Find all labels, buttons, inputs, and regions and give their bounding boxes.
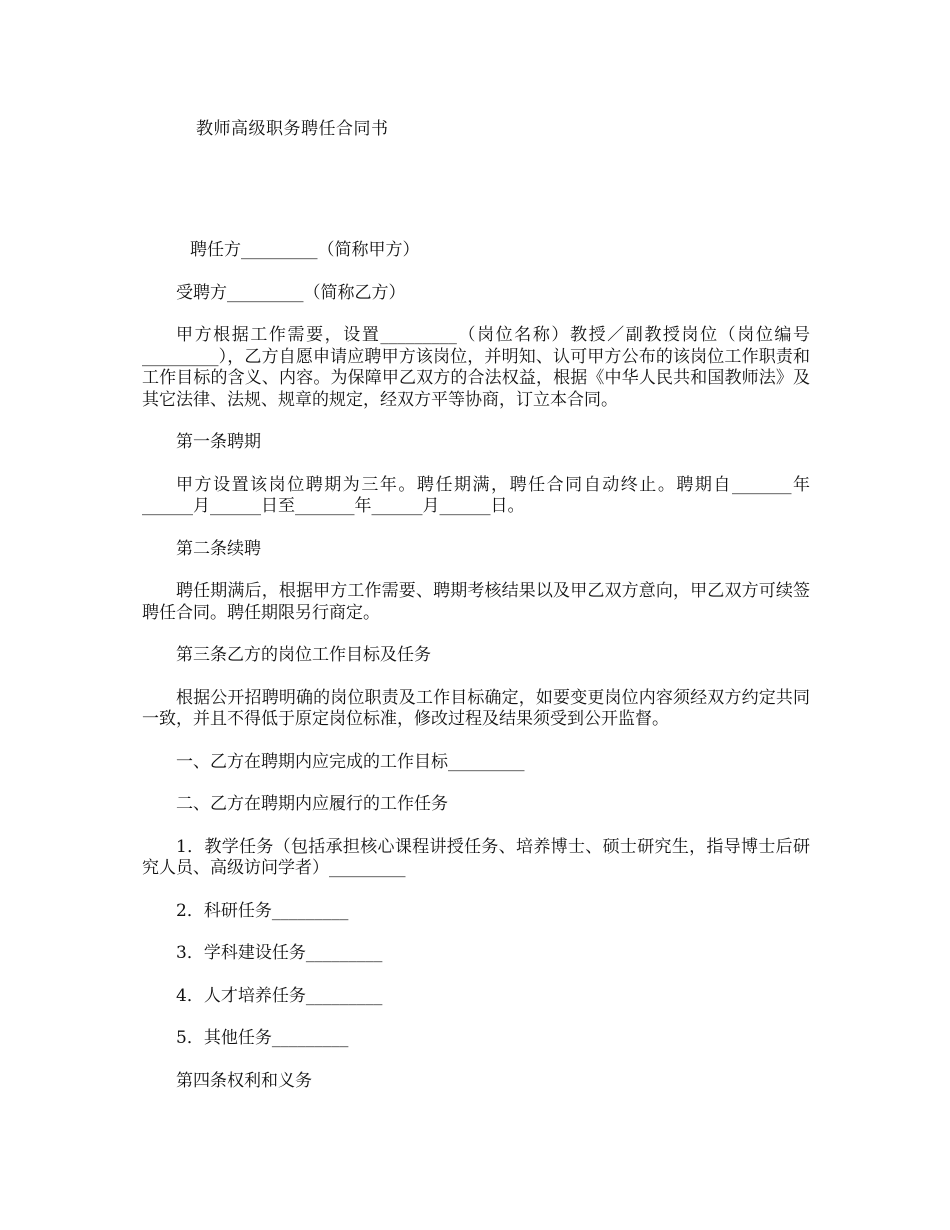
article-4-heading: 第四条权利和义务 bbox=[176, 1070, 312, 1091]
work-tasks-heading: 二、乙方在聘期内应履行的工作任务 bbox=[176, 794, 448, 814]
task-research: 2．科研任务_________ bbox=[176, 900, 349, 921]
task-other: 5．其他任务_________ bbox=[176, 1028, 349, 1048]
task-teaching: 1．教学任务（包括承担核心课程讲授任务、培养博士、硕士研究生，指导博士后研究人员、高级访问学者）_________ bbox=[142, 836, 810, 878]
party-b-line: 受聘方_________（简称乙方） bbox=[176, 282, 406, 303]
document-title: 教师高级职务聘任合同书 bbox=[196, 119, 389, 139]
article-1-heading: 第一条聘期 bbox=[176, 432, 261, 452]
article-2-heading: 第二条续聘 bbox=[176, 538, 261, 559]
work-goal-line: 一、乙方在聘期内应完成的工作目标_________ bbox=[176, 751, 525, 772]
task-talent: 4．人才培养任务_________ bbox=[176, 985, 383, 1006]
article-1-text: 甲方设置该岗位聘期为三年。聘任期满，聘任合同自动终止。聘期自_______年______月______日至_______年______月______日。 bbox=[142, 474, 810, 516]
article-2-text: 聘任期满后，根据甲方工作需要、聘期考核结果以及甲乙双方意向，甲乙双方可续签聘任合同。聘任期限另行商定。 bbox=[142, 581, 810, 623]
task-discipline: 3．学科建设任务_________ bbox=[176, 943, 383, 963]
article-3-heading: 第三条乙方的岗位工作目标及任务 bbox=[176, 645, 431, 665]
preamble-paragraph: 甲方根据工作需要，设置_________（岗位名称）教授／副教授岗位（岗位编号_________），乙方自愿申请应聘甲方该岗位，并明知、认可甲方公布的该岗位工作职责和工作目标的含义、内容。为保障甲乙双方的合法权益，根据《中华人民共和国教师法》及其它法律、法规、规章的规定，经双方平等协商，订立本合同。 bbox=[142, 325, 810, 410]
article-3-text: 根据公开招聘明确的岗位职责及工作目标确定，如要变更岗位内容须经双方约定共同一致，并且不得低于原定岗位标准，修改过程及结果须受到公开监督。 bbox=[142, 687, 810, 729]
document-body bbox=[142, 240, 810, 1113]
party-a-line: 聘任方_________（简称甲方） bbox=[190, 240, 420, 260]
